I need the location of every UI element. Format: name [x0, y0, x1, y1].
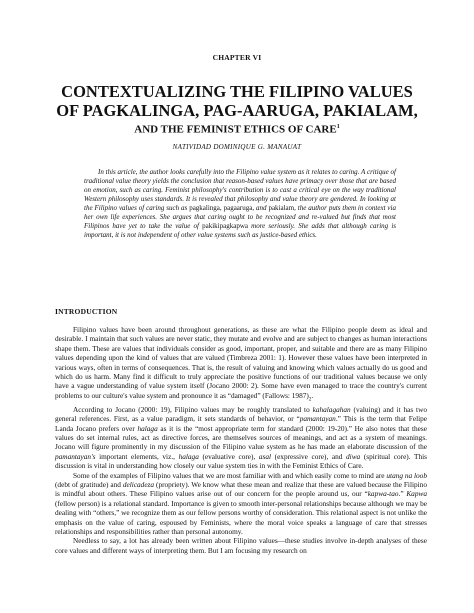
paragraph-text: (propriety). We know what these mean and realize that these are valued because the Filipino is mindful about others. These Filipino values arise out of our concern for the people around us, our “ [55, 479, 427, 499]
italic-term: halaga [137, 423, 158, 433]
paragraph-text: According to Jocano (2000: 19), Filipino values may be roughly translated to [73, 404, 313, 414]
italic-term: kahalagahan [312, 404, 351, 414]
italic-term: utang na loob [386, 470, 427, 480]
paragraph-text: (valuing) and it has two general references. First, as a value paradigm, it sets standards of behavior, or “ [55, 404, 427, 424]
italic-term: kapwa-tao [367, 489, 399, 499]
paragraph-text: Some of the examples of Filipino values that we are most familiar with and which easily come to mind are [73, 470, 387, 480]
italic-term: delicadeza [122, 479, 155, 489]
paragraph-text: (spiritual core). This discussion is vital in understanding how closely our value system ties in with the Feminist Ethics of Care. [55, 451, 428, 471]
abstract-text: the author puts them in context via her own life experiences. She argues that caring ought to be recognized and re-valued but finds that most Filipinos have yet to take the value of [84, 204, 396, 230]
title-line-3 [20, 120, 454, 137]
title-line-2: OF PAGKALINGA, PAG-AARUGA, PAKIALAM, [56, 101, 418, 120]
section-heading: INTRODUCTION [55, 307, 118, 316]
italic-term: halaga [178, 451, 199, 461]
paragraph-text: . [311, 390, 314, 400]
paragraph-text: (evaluative core), [198, 451, 259, 461]
abstract [84, 168, 396, 240]
italic-term: Kapwa [406, 489, 427, 499]
italic-term: pamantayan [299, 414, 336, 424]
paragraph-text: Filipino values have been around throughout generations, as these are what the Filipino people deem as ideal and desirable. I maintain that such values are never static, they mutate and evolve and are subject to changes as human interactions shape them. These are values that individuals consider as good, important, proper, and suitable and there are as many Filipino values depending upon the kind of values that are valued (Timbreza 2001: 1). However these values have been interpreted in various ways, often in terms of consequences. That is, the result of valuing and knowing which values actually do us good and which do us harm. Many find it difficult to truly appreciate the positive functions of our traditional values because we only have a vague understanding of value system itself (Jocano 2000: 2). Some have even managed to trace the country's current problems to our culture's value system and pronounce it as “damaged” (Fallows: 1987) [55, 325, 427, 400]
paragraph-2 [55, 405, 427, 471]
title-line-1: CONTEXTUALIZING THE FILIPINO VALUES [61, 82, 413, 101]
paragraph-text: (fellow person) is a relational standard. Importance is given to smooth inter-personal relationships because although we may be dealing with “others,” we recognize them as our fellow persons worthy of consideration. This relational aspect is not unlike the emphasis on the value of caring, espoused by Feminists, where the moral voice speaks a language of care that stresses relationships and responsibilities rather than personal autonomy. [55, 498, 427, 536]
abstract-paragraph [84, 168, 396, 240]
paragraph-1 [55, 325, 427, 405]
abstract-text: more seriously. She adds that although caring is important, it is not independent of other value systems such as justice-based ethics. [84, 222, 396, 239]
title-footnote-mark: 1 [336, 124, 340, 130]
abstract-term: pagkalinga, pagaaruga, [189, 204, 255, 212]
chapter-label: CHAPTER VI [212, 53, 262, 62]
abstract-term: pakialam, [268, 204, 296, 212]
italic-term: pamantayan's [55, 451, 96, 461]
paragraph-text: important elements, viz., [95, 451, 179, 461]
paragraph-4: Needless to say, a lot has already been written about Filipino values—these studies involve in-depth analyses of these core values and different ways of interpreting them. But I am focusing my research on [55, 536, 427, 555]
footnote-mark: 2 [308, 397, 312, 403]
page-title [20, 82, 454, 137]
italic-term: diwa [346, 451, 361, 461]
paragraph-text: as it is the “most appropriate term for standard (2000: 19-20).” He also notes that these values do set internal rules, act as directive forces, are themselves sources of meanings, and act as a system of meanings. Jocano will figure prominently in my discussion of the Filipino value system as he has made an elaborate discussion of the [55, 423, 427, 452]
paragraph-text: (debt of gratitude) and [55, 479, 123, 489]
abstract-term: pakikipagkapwa [202, 222, 248, 230]
italic-term: asal [258, 451, 272, 461]
body-text [55, 325, 427, 555]
abstract-text: and [254, 204, 269, 212]
paragraph-3 [55, 471, 427, 537]
abstract-text: In this article, the author looks carefully into the Filipino value system as it relates to caring. A critique of traditional value theory yields the conclusion that reason-based values have primacy over those that are based on emotion, such as caring. Feminist philosophy's contribution is to cast a critical eye on the way traditional Western philosophy uses standards. It is revealed that philosophy and value theory are gendered. In looking at the Filipino values of caring such as [84, 168, 396, 212]
title-line-3-text: AND THE FEMINIST ETHICS OF CARE [134, 123, 337, 136]
paragraph-text: (expressive core), and [271, 451, 347, 461]
author-name: NATIVIDAD DOMINIQUE G. MANAUAT [172, 143, 302, 151]
paragraph-text: .” [398, 489, 407, 499]
paragraph-text: .” This is the term that Felipe Landa Jocano prefers over [55, 414, 428, 433]
